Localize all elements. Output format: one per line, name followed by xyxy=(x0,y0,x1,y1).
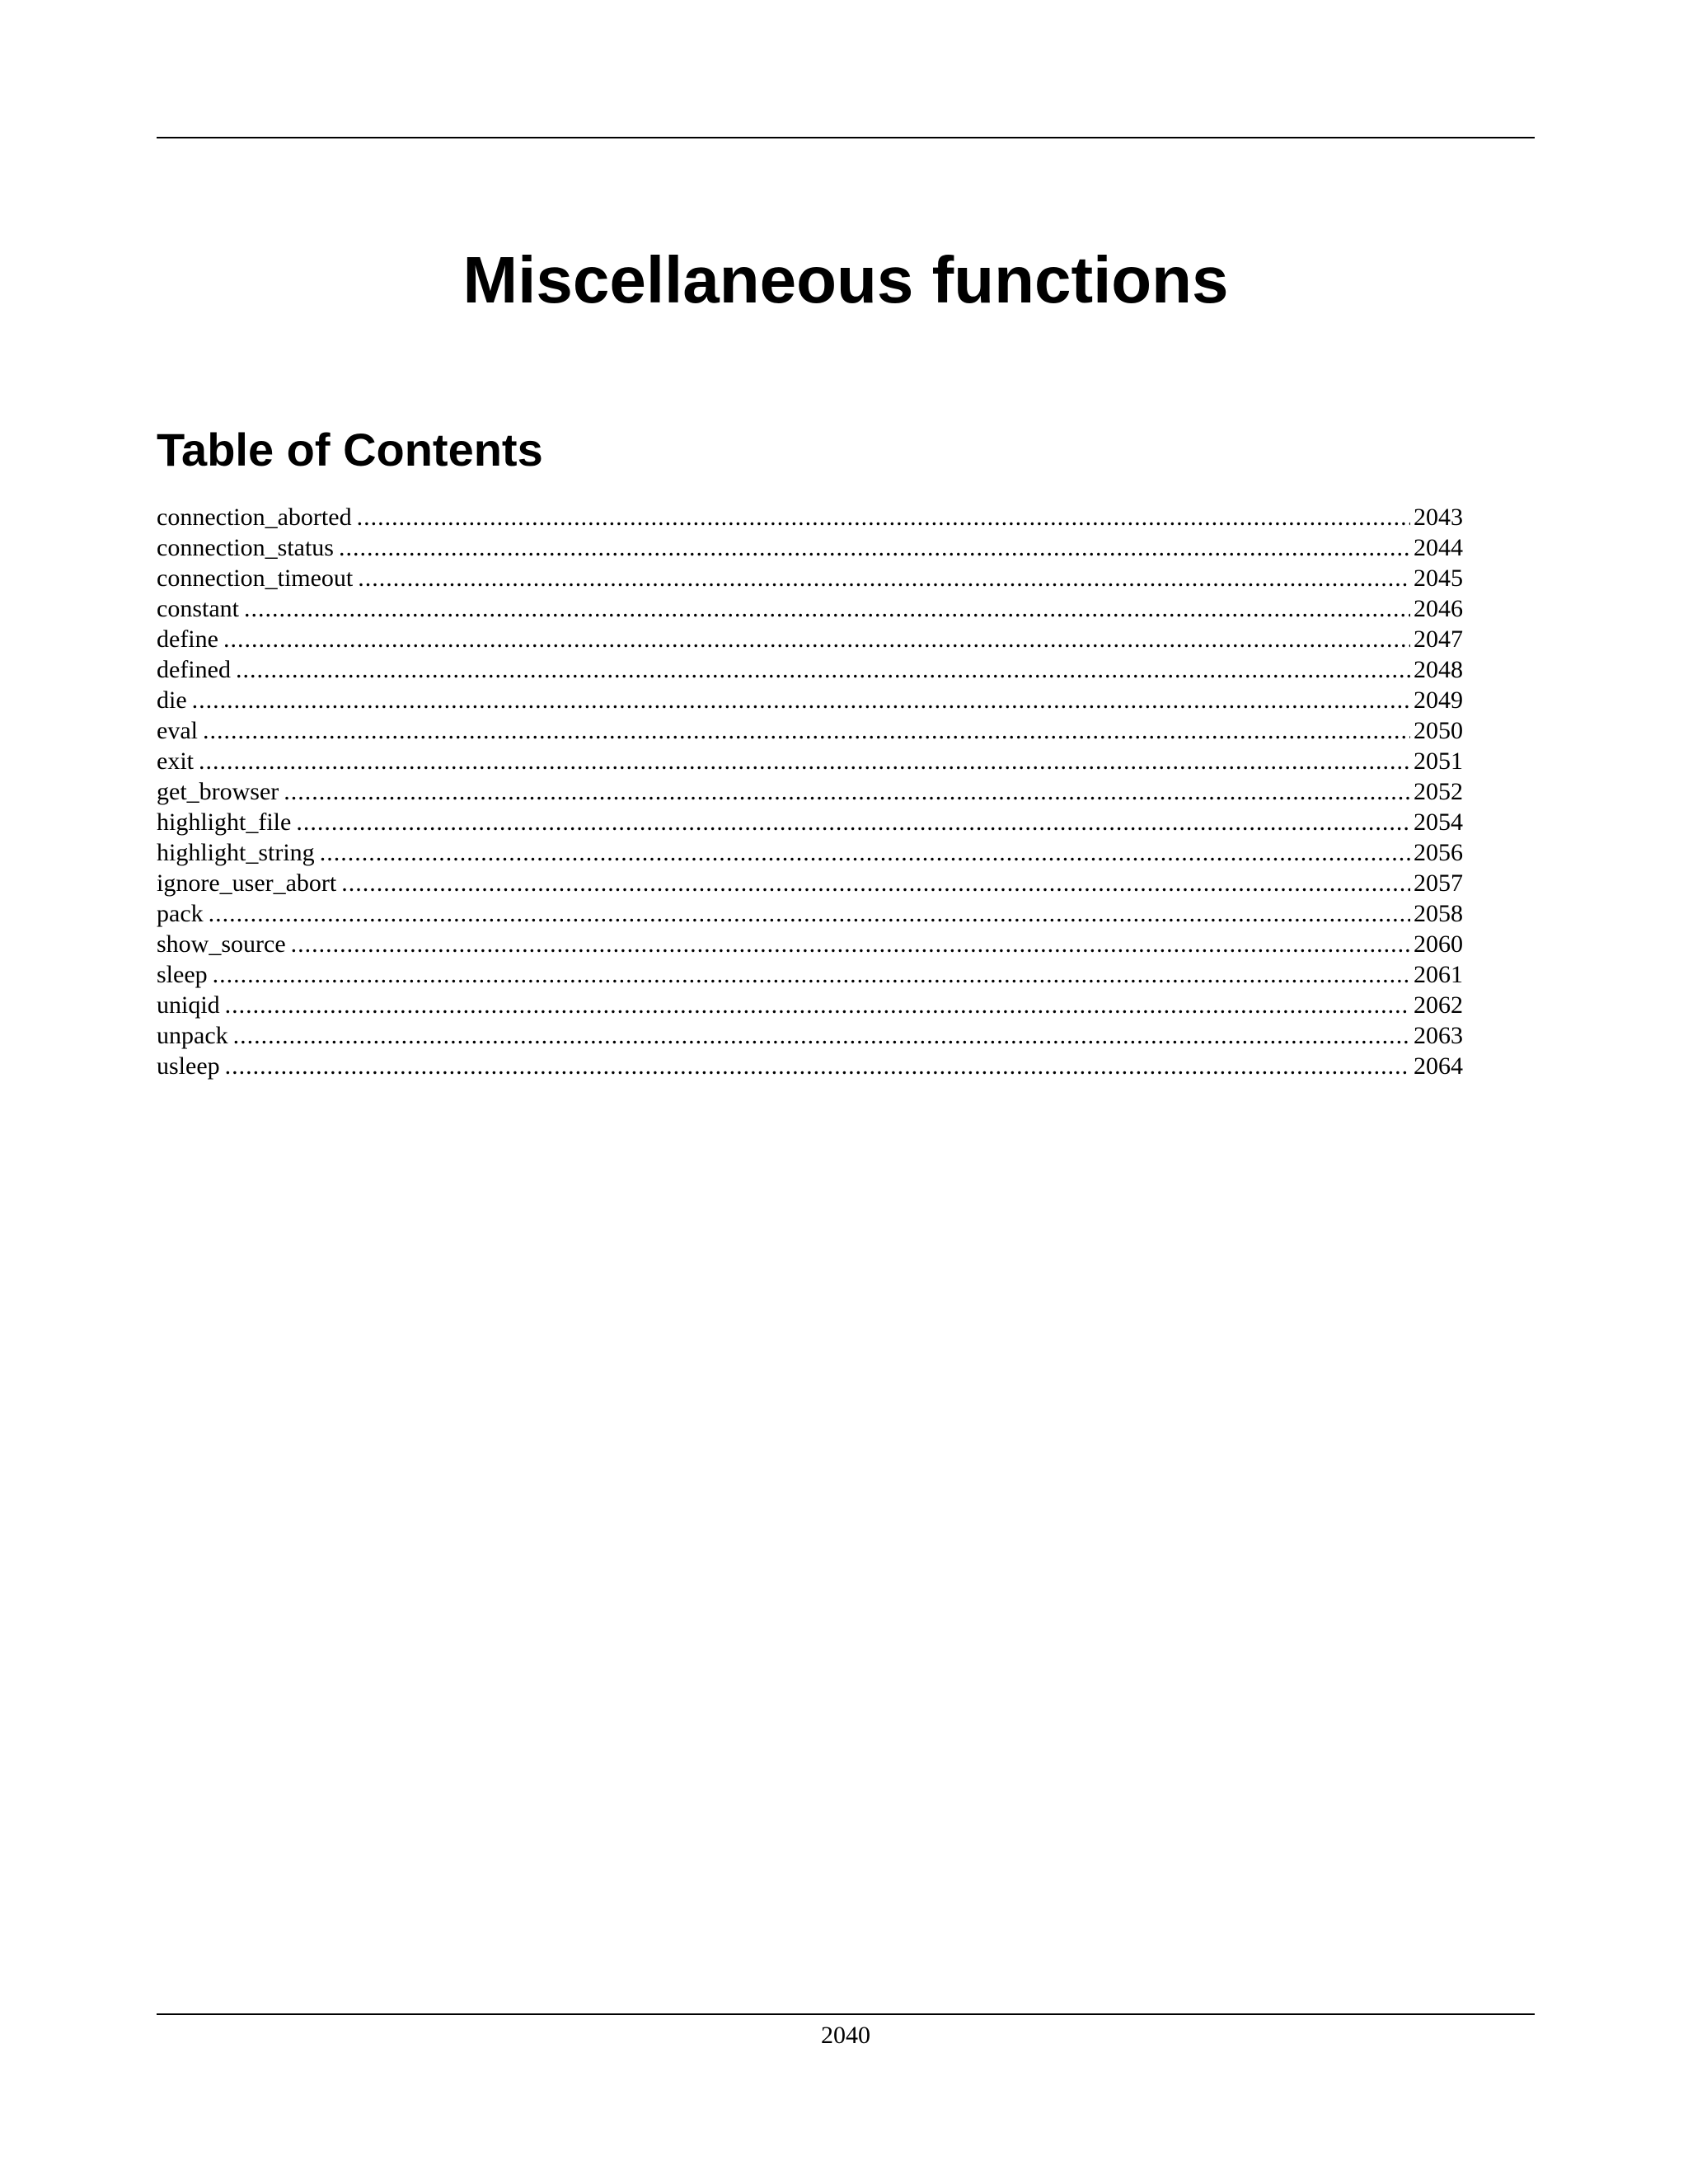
page-number: 2040 xyxy=(821,2022,870,2049)
toc-entry-page: 2061 xyxy=(1414,961,1463,988)
dot-leader xyxy=(357,502,1410,532)
toc-entry-name: sleep xyxy=(157,961,208,988)
dot-leader xyxy=(358,563,1410,593)
toc-entry-name: connection_aborted xyxy=(157,504,352,531)
toc-entry[interactable] xyxy=(157,654,1463,685)
toc-entry[interactable] xyxy=(157,807,1463,837)
toc-entry-page: 2049 xyxy=(1414,687,1463,714)
dot-leader xyxy=(192,685,1410,715)
toc-entry-page: 2063 xyxy=(1414,1022,1463,1049)
toc-entry-name: define xyxy=(157,626,218,653)
dot-leader xyxy=(225,990,1410,1020)
toc-entry-name: connection_status xyxy=(157,534,334,561)
toc-entry-page: 2062 xyxy=(1414,991,1463,1019)
toc-entry[interactable] xyxy=(157,624,1463,654)
dot-leader xyxy=(225,1051,1410,1081)
toc-entry-page: 2056 xyxy=(1414,839,1463,866)
toc-entry-name: die xyxy=(157,687,187,714)
toc-entry[interactable] xyxy=(157,868,1463,898)
toc-entry[interactable] xyxy=(157,1020,1463,1051)
toc-entry-page: 2048 xyxy=(1414,656,1463,683)
toc-entry-page: 2058 xyxy=(1414,900,1463,927)
toc-entry-name: eval xyxy=(157,717,198,744)
toc-entry-page: 2047 xyxy=(1414,626,1463,653)
toc-entry-page: 2057 xyxy=(1414,869,1463,897)
toc-entry-name: ignore_user_abort xyxy=(157,869,337,897)
dot-leader xyxy=(296,807,1410,837)
dot-leader xyxy=(291,929,1410,959)
table-of-contents xyxy=(157,502,1463,1081)
dot-leader xyxy=(341,868,1410,898)
toc-entry[interactable] xyxy=(157,746,1463,776)
chapter-title: Miscellaneous functions xyxy=(462,243,1229,316)
toc-entry[interactable] xyxy=(157,593,1463,624)
dot-leader xyxy=(209,898,1410,929)
toc-entry-page: 2064 xyxy=(1414,1052,1463,1080)
dot-leader xyxy=(233,1020,1410,1051)
toc-entry-name: defined xyxy=(157,656,231,683)
toc-entry-name: constant xyxy=(157,595,239,622)
toc-entry-name: unpack xyxy=(157,1022,228,1049)
toc-entry[interactable] xyxy=(157,776,1463,807)
dot-leader xyxy=(339,532,1410,563)
header-rule xyxy=(157,137,1535,138)
toc-entry-page: 2051 xyxy=(1414,748,1463,775)
toc-entry[interactable] xyxy=(157,563,1463,593)
toc-entry-page: 2043 xyxy=(1414,504,1463,531)
toc-entry-name: show_source xyxy=(157,930,286,958)
toc-entry-name: connection_timeout xyxy=(157,565,354,592)
toc-entry-page: 2054 xyxy=(1414,808,1463,836)
dot-leader xyxy=(213,959,1410,990)
toc-entry-name: highlight_file xyxy=(157,808,292,836)
dot-leader xyxy=(236,654,1410,685)
toc-heading: Table of Contents xyxy=(157,424,543,476)
toc-entry[interactable] xyxy=(157,837,1463,868)
toc-entry[interactable] xyxy=(157,532,1463,563)
toc-entry-name: exit xyxy=(157,748,194,775)
toc-entry[interactable] xyxy=(157,1051,1463,1081)
toc-entry[interactable] xyxy=(157,715,1463,746)
dot-leader xyxy=(203,715,1410,746)
dot-leader xyxy=(223,624,1410,654)
toc-entry-page: 2046 xyxy=(1414,595,1463,622)
toc-entry-page: 2050 xyxy=(1414,717,1463,744)
toc-entry-name: uniqid xyxy=(157,991,220,1019)
toc-entry-name: pack xyxy=(157,900,204,927)
dot-leader xyxy=(320,837,1410,868)
toc-entry[interactable] xyxy=(157,959,1463,990)
toc-entry-name: highlight_string xyxy=(157,839,315,866)
toc-entry-name: usleep xyxy=(157,1052,220,1080)
toc-entry[interactable] xyxy=(157,990,1463,1020)
toc-entry[interactable] xyxy=(157,929,1463,959)
toc-entry-page: 2060 xyxy=(1414,930,1463,958)
toc-entry-page: 2045 xyxy=(1414,565,1463,592)
toc-entry-page: 2052 xyxy=(1414,778,1463,805)
footer-rule xyxy=(157,2013,1535,2015)
dot-leader xyxy=(284,776,1410,807)
toc-entry-name: get_browser xyxy=(157,778,279,805)
toc-entry[interactable] xyxy=(157,898,1463,929)
toc-entry-page: 2044 xyxy=(1414,534,1463,561)
toc-entry[interactable] xyxy=(157,685,1463,715)
dot-leader xyxy=(199,746,1410,776)
toc-entry[interactable] xyxy=(157,502,1463,532)
dot-leader xyxy=(244,593,1410,624)
